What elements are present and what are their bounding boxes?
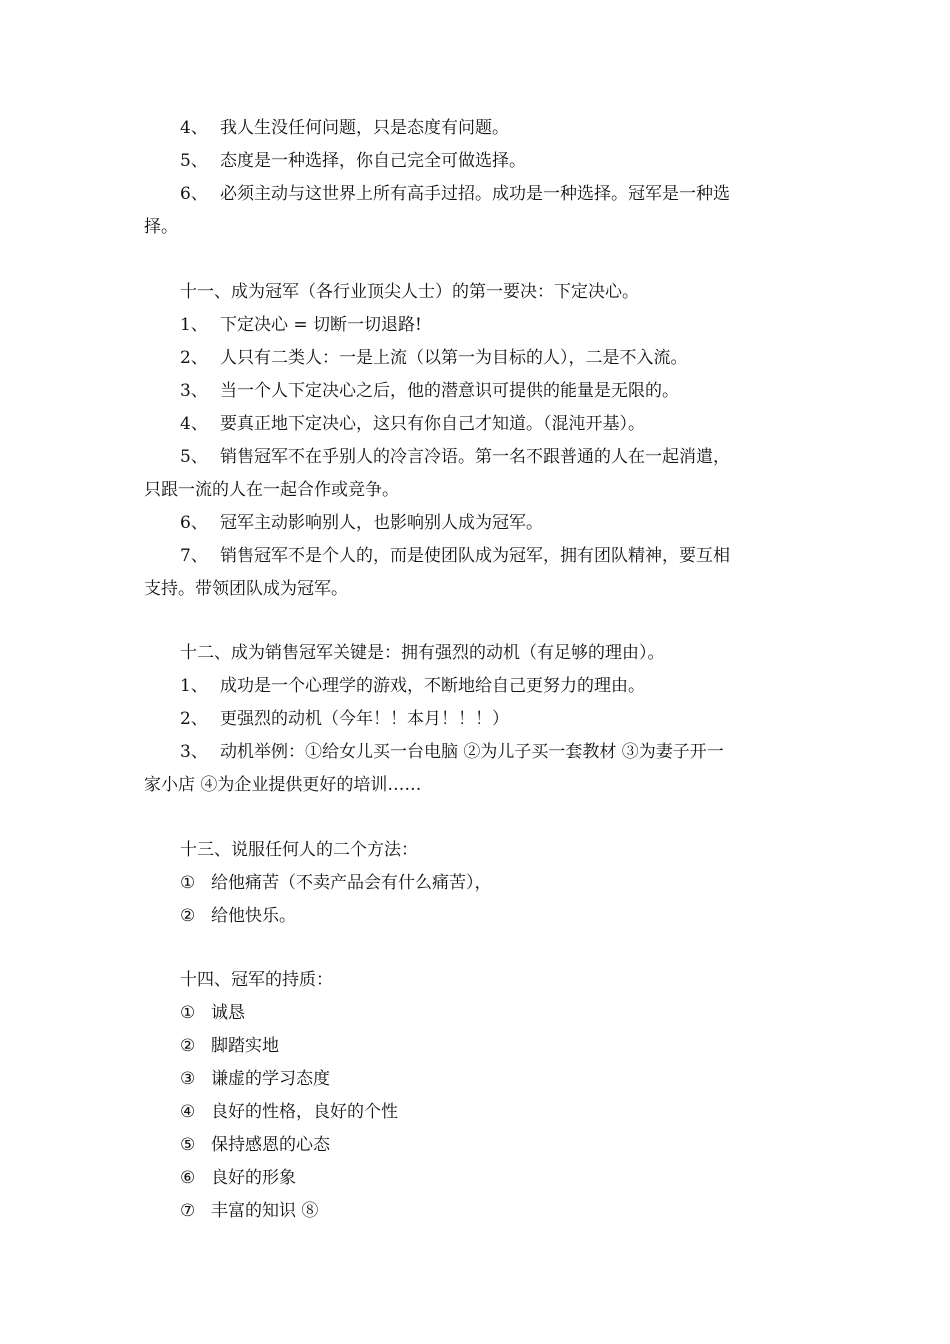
- item-text: 要真正地下定决心，这只有你自己才知道。（混沌开基）。: [220, 414, 645, 434]
- item-text: 必须主动与这世界上所有高手过招。成功是一种选择。冠军是一种选: [220, 184, 730, 204]
- item-number: 4、: [180, 118, 208, 138]
- item-text: 良好的形象: [211, 1168, 296, 1188]
- list-item: [0, 507, 950, 540]
- item-marker: ④: [180, 1102, 196, 1122]
- item-text: 态度是一种选择，你自己完全可做选择。: [220, 151, 526, 171]
- item-number: 6、: [180, 184, 208, 204]
- heading-text: 十二、成为销售冠军关键是：拥有强烈的动机（有足够的理由）。: [180, 643, 665, 663]
- item-text-continuation: 家小店 ④为企业提供更好的培训……: [144, 775, 422, 795]
- item-number: 4、: [180, 414, 208, 434]
- item-number: 3、: [180, 381, 208, 401]
- list-item: [0, 736, 950, 769]
- item-number: 2、: [180, 348, 208, 368]
- item-text: 人只有二类人：一是上流（以第一为目标的人），二是不入流。: [220, 348, 688, 368]
- list-item: [0, 178, 950, 211]
- list-item: [0, 1030, 950, 1063]
- list-item-continuation: [0, 573, 950, 606]
- item-number: 6、: [180, 513, 208, 533]
- item-marker: ①: [180, 873, 196, 893]
- item-text: 当一个人下定决心之后，他的潜意识可提供的能量是无限的。: [220, 381, 679, 401]
- item-text: 销售冠军不在乎别人的冷言冷语。第一名不跟普通的人在一起消遣，: [220, 447, 730, 467]
- list-item: [0, 540, 950, 573]
- item-marker: ③: [180, 1069, 196, 1089]
- item-number: 3、: [180, 742, 208, 762]
- item-number: 7、: [180, 546, 208, 566]
- list-item-continuation: [0, 211, 950, 244]
- item-marker: ②: [180, 906, 196, 926]
- list-item: [0, 342, 950, 375]
- item-text: 我人生没任何问题，只是态度有问题。: [220, 118, 509, 138]
- list-item: [0, 1129, 950, 1162]
- section-heading: [0, 834, 950, 867]
- list-item: [0, 112, 950, 145]
- item-text: 诚恳: [211, 1003, 245, 1023]
- list-item: [0, 900, 950, 933]
- item-marker: ①: [180, 1003, 196, 1023]
- section-heading: [0, 964, 950, 997]
- item-text: 脚踏实地: [211, 1036, 279, 1056]
- list-item-continuation: [0, 769, 950, 802]
- section-heading: [0, 637, 950, 670]
- heading-text: 十四、冠军的持质：: [180, 970, 333, 990]
- item-number: 1、: [180, 676, 208, 696]
- item-text: 给他快乐。: [211, 906, 296, 926]
- list-item: [0, 375, 950, 408]
- heading-text: 十三、说服任何人的二个方法：: [180, 840, 418, 860]
- list-item: [0, 441, 950, 474]
- list-item: [0, 997, 950, 1030]
- item-text: 销售冠军不是个人的，而是使团队成为冠军，拥有团队精神，要互相: [220, 546, 730, 566]
- list-item: [0, 309, 950, 342]
- item-text-continuation: 支持。带领团队成为冠军。: [144, 579, 348, 599]
- item-text-continuation: 择。: [144, 217, 178, 237]
- list-item: [0, 1063, 950, 1096]
- item-number: 5、: [180, 151, 208, 171]
- list-item: [0, 1162, 950, 1195]
- item-text: 下定决心 = 切断一切退路!: [220, 315, 422, 335]
- item-text: 冠军主动影响别人，也影响别人成为冠军。: [220, 513, 543, 533]
- item-marker: ②: [180, 1036, 196, 1056]
- item-text: 成功是一个心理学的游戏，不断地给自己更努力的理由。: [220, 676, 645, 696]
- heading-text: 十一、成为冠军（各行业顶尖人士）的第一要决：下定决心。: [180, 282, 639, 302]
- list-item: [0, 867, 950, 900]
- list-item: [0, 1195, 950, 1228]
- item-text: 给他痛苦（不卖产品会有什么痛苦），: [211, 873, 492, 893]
- item-number: 5、: [180, 447, 208, 467]
- item-text: 动机举例：①给女儿买一台电脑 ②为儿子买一套教材 ③为妻子开一: [220, 742, 724, 762]
- item-text: 良好的性格，良好的个性: [211, 1102, 398, 1122]
- item-text: 更强烈的动机（今年！！本月！！！）: [220, 709, 509, 729]
- list-item: [0, 408, 950, 441]
- list-item: [0, 145, 950, 178]
- item-number: 2、: [180, 709, 208, 729]
- list-item: [0, 1096, 950, 1129]
- item-marker: ⑤: [180, 1135, 196, 1155]
- item-number: 1、: [180, 315, 208, 335]
- list-item: [0, 670, 950, 703]
- list-item: [0, 703, 950, 736]
- list-item-continuation: [0, 474, 950, 507]
- item-text: 丰富的知识 ⑧: [211, 1201, 319, 1221]
- item-marker: ⑥: [180, 1168, 196, 1188]
- item-text: 保持感恩的心态: [211, 1135, 330, 1155]
- section-heading: [0, 276, 950, 309]
- item-text: 谦虚的学习态度: [211, 1069, 330, 1089]
- item-text-continuation: 只跟一流的人在一起合作或竞争。: [144, 480, 399, 500]
- item-marker: ⑦: [180, 1201, 196, 1221]
